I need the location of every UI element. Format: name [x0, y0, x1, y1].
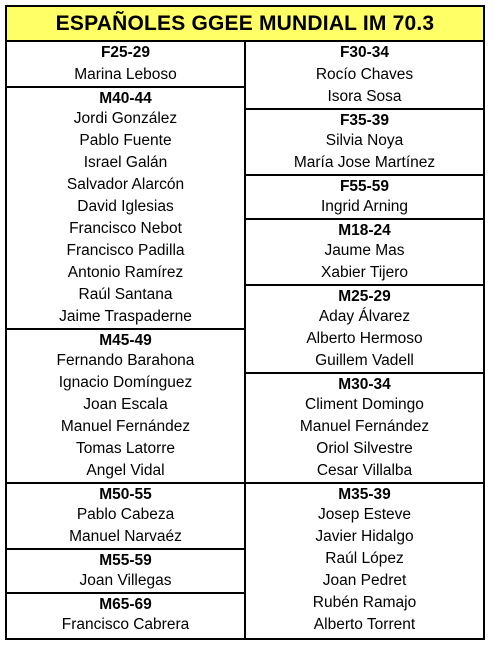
athlete-name: Jaime Traspaderne: [59, 308, 192, 325]
athlete-name: Francisco Nebot: [69, 220, 182, 237]
category-header: M45-49: [7, 328, 244, 350]
athlete-name: Javier Hidalgo: [315, 528, 414, 545]
athlete-name: Francisco Padilla: [66, 242, 185, 259]
athlete-name: Manuel Narvaéz: [69, 528, 182, 545]
athlete-name: María Jose Martínez: [293, 154, 436, 171]
category-group: [246, 284, 483, 372]
left-column: [7, 42, 244, 636]
category-group: [7, 482, 244, 548]
athlete-name: Silvia Noya: [325, 132, 404, 149]
athlete-name: Joan Escala: [83, 396, 168, 413]
results-sheet: [5, 5, 485, 640]
category-header: F25-29: [100, 44, 151, 61]
athlete-name: Fernando Barahona: [56, 352, 195, 369]
athlete-name: David Iglesias: [77, 198, 174, 215]
athlete-name: Alberto Torrent: [313, 616, 416, 633]
athlete-name: Salvador Alarcón: [66, 176, 185, 193]
category-header: F30-34: [339, 44, 390, 61]
athlete-name: Ignacio Domínguez: [58, 374, 193, 391]
category-header: M25-29: [246, 284, 483, 306]
athlete-name: Ingrid Arning: [320, 198, 409, 215]
athlete-name: Alberto Hermoso: [306, 330, 423, 347]
athlete-name: Tomas Latorre: [75, 440, 176, 457]
athlete-name: Francisco Cabrera: [61, 616, 190, 633]
category-header: M55-59: [7, 548, 244, 570]
category-group: [246, 42, 483, 108]
right-column: [246, 42, 483, 636]
category-header: M65-69: [7, 592, 244, 614]
athlete-name: Manuel Fernández: [60, 418, 191, 435]
athlete-name: Pablo Fuente: [79, 132, 172, 149]
athlete-name: Angel Vidal: [86, 462, 165, 479]
athlete-name: Marina Leboso: [74, 66, 177, 83]
athlete-name: Aday Álvarez: [318, 308, 411, 325]
athlete-name: Antonio Ramírez: [67, 264, 184, 281]
athlete-name: Joan Pedret: [322, 572, 407, 589]
category-header: F35-39: [246, 108, 483, 130]
athlete-name: Xabier Tijero: [320, 264, 408, 281]
category-group: [7, 42, 244, 86]
sheet-title: ESPAÑOLES GGEE MUNDIAL IM 70.3: [7, 7, 483, 42]
category-group: [7, 86, 244, 328]
category-header: M40-44: [7, 86, 244, 108]
category-header: M30-34: [246, 372, 483, 394]
category-header: M50-55: [7, 482, 244, 504]
athlete-name: Jordi González: [73, 110, 178, 127]
category-header: M18-24: [246, 218, 483, 240]
category-group: [7, 592, 244, 636]
athlete-name: Raúl López: [325, 550, 404, 567]
athlete-name: Jaume Mas: [324, 242, 405, 259]
athlete-name: Rocío Chaves: [315, 66, 414, 83]
athlete-name: Rubén Ramajo: [312, 594, 417, 611]
category-header: M35-39: [246, 482, 483, 504]
athlete-name: Manuel Fernández: [299, 418, 430, 435]
athlete-name: Josep Esteve: [317, 506, 412, 523]
athlete-name: Joan Villegas: [79, 572, 172, 589]
athlete-name: Israel Galán: [83, 154, 168, 171]
athlete-name: Oriol Silvestre: [316, 440, 413, 457]
athlete-name: Pablo Cabeza: [76, 506, 175, 523]
athlete-name: Raúl Santana: [78, 286, 173, 303]
athlete-name: Isora Sosa: [327, 88, 402, 105]
category-group: [7, 328, 244, 482]
athlete-name: Cesar Villalba: [316, 462, 413, 479]
category-group: [246, 482, 483, 636]
category-group: [7, 548, 244, 592]
athlete-name: Climent Domingo: [305, 396, 424, 413]
athlete-name: Guillem Vadell: [315, 352, 414, 369]
category-group: [246, 174, 483, 218]
category-group: [246, 372, 483, 482]
category-group: [246, 108, 483, 174]
category-group: [246, 218, 483, 284]
category-header: F55-59: [246, 174, 483, 196]
